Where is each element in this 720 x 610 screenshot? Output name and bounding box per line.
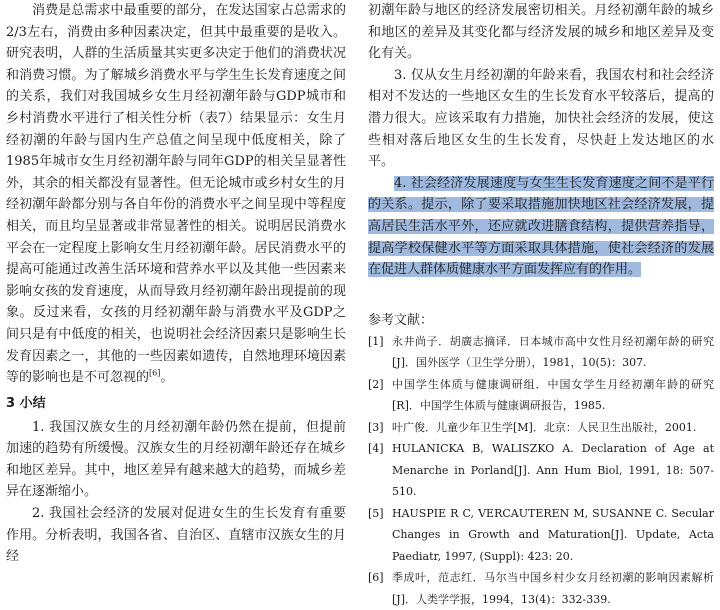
reference-list (368, 331, 714, 610)
selected-text-highlight[interactable]: 4. 社会经济发展速度与女生生长发育速度之间不是平行的关系。提示，除了要采取措施加快地区社会经济发展，提高居民生活水平外，还应就改进膳食结构，提供营养指导，提高学校保健水平等方面采取具体措施，使社会经济的发展在促进人群体质健康水平方面发挥应有的作用。 (368, 175, 714, 278)
reference-text: 叶广俊．儿童少年卫生学[M]．北京：人民卫生出版社，2001. (392, 420, 697, 434)
summary-item-3: 3. 仅从女生月经初潮的年龄来看，我国农村和社会经济相对不发达的一些地区女生的生长发育水平较落后，提高的潜力很大。应该采取有力措施，加快社会经济的发展，使这些相对落后地区女生的生长发育，尽快赶上发达地区的水平。 (368, 67, 714, 170)
reference-item (368, 503, 714, 568)
citation-6[interactable]: [6] (149, 368, 161, 378)
summary-item-1: 1. 我国汉族女生的月经初潮年龄仍然在提前，但提前加速的趋势有所缓慢。汉族女生的月经初潮年龄还存在城乡和地区差异。其中，地区差异有越来越大的趋势，而城乡差异在逐渐缩小。 (6, 419, 346, 500)
summary-item-2: 2. 我国社会经济的发展对促进女生的生长发育有重要作用。分析表明，我国各省、自治区、直辖市汉族女生的月经 (6, 506, 346, 565)
reference-item (368, 438, 714, 503)
reference-item (368, 374, 714, 417)
left-column (6, 0, 346, 568)
right-column (368, 0, 714, 610)
reference-number: [6] (368, 571, 384, 585)
reference-number: [1] (368, 334, 384, 348)
reference-item (368, 417, 714, 439)
summary-item-2-continued: 初潮年龄与地区的经济发展密切相关。月经初潮年龄的城乡和地区的差异及其变化都与经济发展的城乡和地区差异及变化有关。 (368, 3, 714, 62)
reference-number: [2] (368, 377, 384, 391)
consumption-paragraph (6, 0, 346, 389)
reference-item (368, 567, 714, 610)
reference-text: 中国学生体质与健康调研组．中国女学生月经初潮年龄的研究[R]．中国学生体质与健康调研报告，1985. (392, 377, 714, 413)
reference-text: HAUSPIE R C, VERCAUTEREN M, SUSANNE C. Secular Changes in Growth and Maturation[J]. Update, Acta Paediatr, 1997, (Suppl): 423: 20. (392, 506, 714, 563)
section-heading-summary: 3 小结 (6, 395, 46, 411)
reference-item (368, 331, 714, 374)
paragraph-end-punct: 。 (160, 370, 174, 386)
reference-text: HULANICKA B, WALISZKO A. Declaration of Age at Menarche in Porland[J]. Ann Hum Biol, 1991, 18: 507-510. (392, 442, 714, 499)
reference-number: [4] (368, 442, 384, 456)
consumption-paragraph-text: 消费是总需求中最重要的部分，在发达国家占总需求的2/3左右，消费由多种因素决定，但其中最重要的是收入。研究表明，人群的生活质量其实更多决定于他们的消费状况和消费习惯。为了解城乡消费水平与学生生长发育速度之间的关系，我们对我国城乡女生月经初潮年龄与GDP城市和乡村消费水平进行了相关性分析（表7）结果显示：女生月经初潮的年龄与国内生产总值之间呈现中低度相关，除了1985年城市女生月经初潮年龄与同年GDP的相关呈显著性外，其余的相关都没有显著性。但无论城市或乡村女生的月经初潮年龄都分别与各自年份的消费水平之间呈现中等程度相关，而且均呈显著或非常显著性的相关。说明居民消费水平会在一定程度上影响女生月经初潮年龄。居民消费水平的提高可能通过改善生活环境和营养水平以及其他一些因素来影响女孩的发育速度，从而导致月经初潮年龄出现提前的现象。反过来看，女孩的月经初潮年龄与消费水平及GDP之间只是有中低度的相关，也说明社会经济因素只是影响生长发育因素之一，其他的一些因素如遗传，自然地理环境因素等的影响也是不可忽视的 (6, 3, 346, 386)
references-title: 参考文献： (368, 312, 434, 328)
reference-text: 永井尚子．胡廣志摘译．日本城市高中女性月经初潮年龄的研究[J]．国外医学（卫生学分册），1981，10(5)：307. (392, 334, 714, 370)
reference-number: [3] (368, 420, 384, 434)
reference-text: 季成叶，范志红．马尔当中国乡村少女月经初潮的影响因素解析[J]．人类学学报，1994，13(4)：332-339. (392, 571, 714, 606)
summary-item-4[interactable] (368, 173, 714, 281)
reference-number: [5] (368, 506, 384, 520)
